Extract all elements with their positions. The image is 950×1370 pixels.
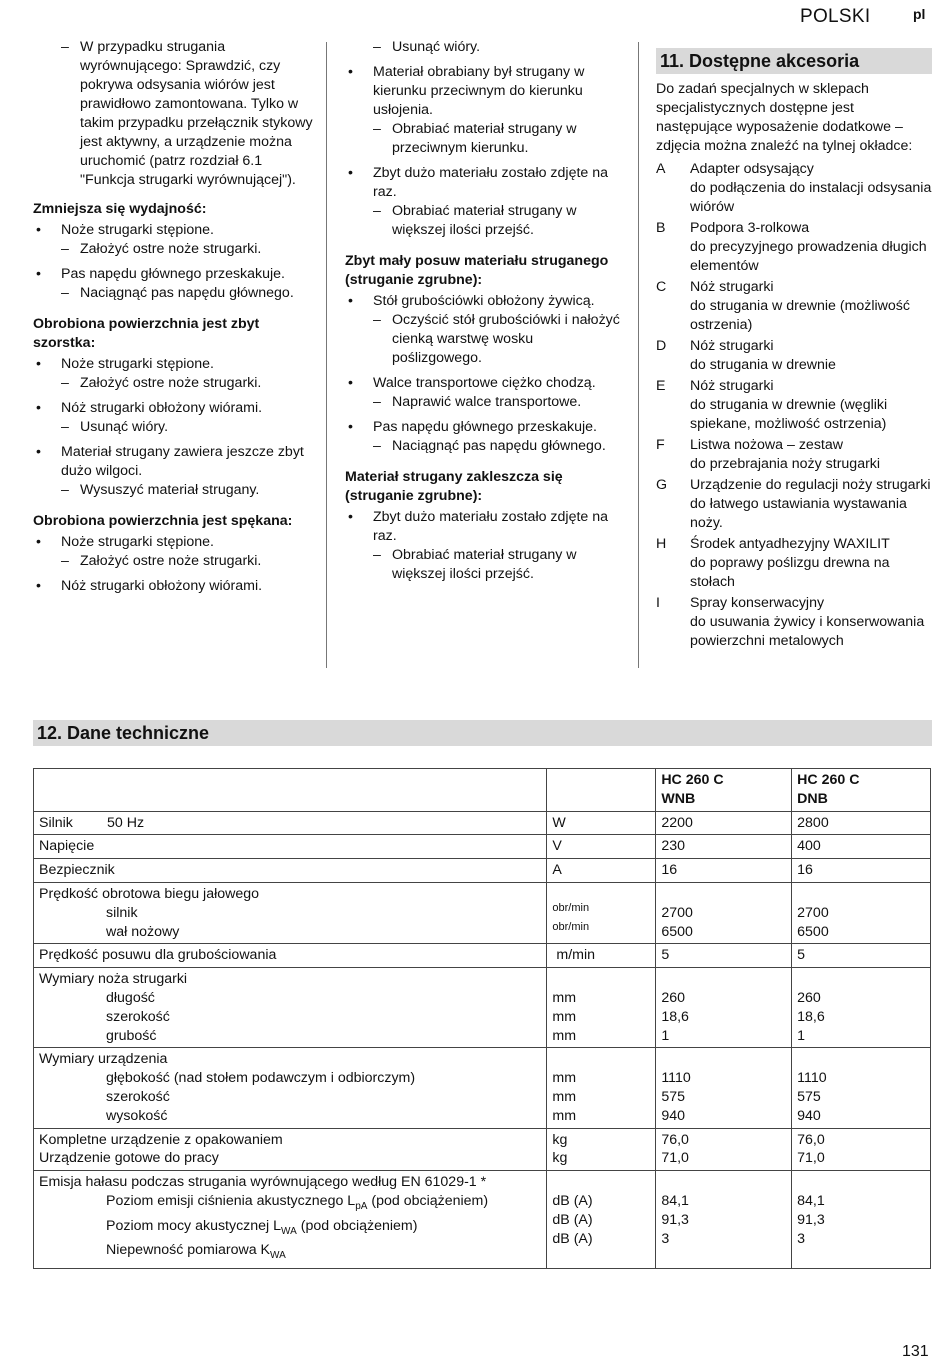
model-header: HC 260 C WNB bbox=[656, 769, 792, 812]
accessory-name: Listwa nożowa – zestaw bbox=[690, 437, 843, 453]
param-label: Silnik 50 Hz bbox=[34, 811, 547, 835]
issue-item bbox=[33, 533, 313, 571]
issue-remedy: – Naprawić walce transportowe. bbox=[345, 393, 625, 412]
table-row bbox=[34, 968, 931, 1048]
table-row bbox=[34, 882, 931, 943]
table-row bbox=[34, 811, 931, 835]
accessory-letter: A bbox=[656, 161, 666, 177]
accessories-intro: Do zadań specjalnych w sklepach specjalistycznych dostępne jest następujące wyposażenie dodatkowe – zdjęcia można znaleźć na tylnej okładce: bbox=[656, 81, 913, 154]
accessory-name: Nóż strugarki bbox=[690, 338, 774, 354]
param-label: Emisja hałasu podczas strugania wyrównującego według EN 61029-1 * Poziom emisji ciśnienia akustycznego $L_{pA}$ (pod obciążeniem) Poziom mocy akustycznej $L_{WA}$ (pod obciążeniem) Niepewność pomiarowa $K_{WA}$ bbox=[34, 1171, 547, 1269]
param-value: 2700 6500 bbox=[792, 882, 931, 943]
accessory-desc: do przebrajania noży strugarki bbox=[690, 456, 881, 472]
accessory-item bbox=[656, 377, 932, 434]
issue-cause: • Materiał obrabiany był strugany w kierunku przeciwnym do kierunku usłojenia. bbox=[345, 63, 625, 120]
table-row bbox=[34, 859, 931, 883]
model-header: HC 260 C DNB bbox=[792, 769, 931, 812]
issue-cause: • Nóż strugarki obłożony wiórami. bbox=[33, 577, 313, 596]
table-row bbox=[34, 769, 931, 812]
param-label: Wymiary noża strugarki długość szerokość grubość bbox=[34, 968, 547, 1048]
table-row bbox=[34, 1128, 931, 1171]
accessory-letter: C bbox=[656, 279, 667, 295]
param-unit: obr/min obr/min bbox=[547, 882, 656, 943]
col2-intro: – Usunąć wióry. bbox=[345, 38, 625, 57]
param-value: 5 bbox=[656, 944, 792, 968]
param-value: 1110 575 940 bbox=[792, 1048, 931, 1128]
param-value: 400 bbox=[792, 835, 931, 859]
tech-data-title: 12. Dane techniczne bbox=[33, 720, 932, 746]
header-language: POLSKI bbox=[800, 6, 871, 27]
param-value: 84,1 91,3 3 bbox=[656, 1171, 792, 1269]
param-label: Wymiary urządzenia głębokość (nad stołem podawczym i odbiorczym) szerokość wysokość bbox=[34, 1048, 547, 1128]
issue-item bbox=[33, 399, 313, 437]
issue-remedy: – Obrabiać materiał strugany w większej ilości przejść. bbox=[345, 202, 625, 240]
issue-cause: • Walce transportowe ciężko chodzą. bbox=[345, 374, 625, 393]
section-heading: Obrobiona powierzchnia jest zbyt szorstka: bbox=[33, 316, 260, 351]
accessory-name: Nóż strugarki bbox=[690, 378, 774, 394]
param-value: 1110 575 940 bbox=[656, 1048, 792, 1128]
accessory-desc: do usuwania żywicy i konserwowania powierzchni metalowych bbox=[690, 614, 925, 649]
accessory-desc: do podłączenia do instalacji odsysania wiórów bbox=[690, 180, 932, 215]
param-value: 2200 bbox=[656, 811, 792, 835]
accessory-letter: B bbox=[656, 220, 666, 236]
issue-item bbox=[33, 355, 313, 393]
issue-cause: • Noże strugarki stępione. bbox=[33, 221, 313, 240]
issue-remedy: – Obrabiać materiał strugany w większej ilości przejść. bbox=[345, 546, 625, 584]
accessory-name: Adapter odsysający bbox=[690, 161, 814, 177]
accessory-name: Urządzenie do regulacji noży strugarki bbox=[690, 477, 931, 493]
accessory-item bbox=[656, 594, 932, 651]
issue-item bbox=[33, 265, 313, 303]
accessory-name: Podpora 3-rolkowa bbox=[690, 220, 810, 236]
param-unit: dB (A) dB (A) dB (A) bbox=[547, 1171, 656, 1269]
param-unit: kg kg bbox=[547, 1128, 656, 1171]
issue-item bbox=[33, 577, 313, 596]
issue-item bbox=[33, 443, 313, 500]
issue-remedy: – Oczyścić stół grubościówki i nałożyć cienką warstwę wosku poślizgowego. bbox=[345, 311, 625, 368]
accessory-desc: do strugania w drewnie (możliwość ostrzenia) bbox=[690, 298, 910, 333]
param-label: Prędkość obrotowa biegu jałowego silnik wał nożowy bbox=[34, 882, 547, 943]
tech-data-table bbox=[33, 768, 931, 1269]
accessories-title: 11. Dostępne akcesoria bbox=[656, 48, 932, 74]
issue-cause: • Nóż strugarki obłożony wiórami. bbox=[33, 399, 313, 418]
param-unit: m/min bbox=[547, 944, 656, 968]
issue-item bbox=[345, 508, 625, 584]
param-value: 5 bbox=[792, 944, 931, 968]
accessory-item bbox=[656, 436, 932, 474]
accessory-letter: E bbox=[656, 378, 666, 394]
param-value: 2700 6500 bbox=[656, 882, 792, 943]
troubleshooting-column-1 bbox=[33, 38, 313, 602]
issue-item bbox=[345, 63, 625, 158]
param-unit: mm mm mm bbox=[547, 968, 656, 1048]
accessory-name: Spray konserwacyjny bbox=[690, 595, 825, 611]
param-label: Bezpiecznik bbox=[34, 859, 547, 883]
section-heading: Zmniejsza się wydajność: bbox=[33, 201, 207, 217]
param-unit: mm mm mm bbox=[547, 1048, 656, 1128]
table-row bbox=[34, 835, 931, 859]
issue-cause: • Materiał strugany zawiera jeszcze zbyt dużo wilgoci. bbox=[33, 443, 313, 481]
accessory-desc: do poprawy poślizgu drewna na stołach bbox=[690, 555, 890, 590]
issue-remedy: – Założyć ostre noże strugarki. bbox=[33, 240, 313, 259]
issue-cause: • Pas napędu głównego przeskakuje. bbox=[33, 265, 313, 284]
page-number: 131 bbox=[902, 1343, 929, 1360]
accessory-item bbox=[656, 535, 932, 592]
issue-cause: • Pas napędu głównego przeskakuje. bbox=[345, 418, 625, 437]
param-unit: V bbox=[547, 835, 656, 859]
accessory-letter: D bbox=[656, 338, 667, 354]
accessory-item bbox=[656, 337, 932, 375]
issue-cause: • Noże strugarki stępione. bbox=[33, 355, 313, 374]
param-value: 76,0 71,0 bbox=[656, 1128, 792, 1171]
issue-cause: • Zbyt dużo materiału zostało zdjęte na raz. bbox=[345, 164, 625, 202]
issue-cause: • Stół grubościówki obłożony żywicą. bbox=[345, 292, 625, 311]
param-label: Napięcie bbox=[34, 835, 547, 859]
accessory-item bbox=[656, 160, 932, 217]
accessory-item bbox=[656, 278, 932, 335]
accessory-desc: do precyzyjnego prowadzenia długich elementów bbox=[690, 239, 927, 274]
param-value: 260 18,6 1 bbox=[792, 968, 931, 1048]
issue-item bbox=[345, 164, 625, 240]
column-divider bbox=[638, 42, 639, 668]
param-value: 260 18,6 1 bbox=[656, 968, 792, 1048]
issue-remedy: – Usunąć wióry. bbox=[33, 418, 313, 437]
issue-item bbox=[345, 292, 625, 368]
accessory-item bbox=[656, 476, 932, 533]
header-language-code: pl bbox=[913, 6, 926, 22]
issue-item bbox=[345, 418, 625, 456]
param-value: 2800 bbox=[792, 811, 931, 835]
section-heading: Obrobiona powierzchnia jest spękana: bbox=[33, 513, 293, 529]
issue-remedy: – Wysuszyć materiał strugany. bbox=[33, 481, 313, 500]
section-heading: Zbyt mały posuw materiału struganego (struganie zgrubne): bbox=[345, 253, 609, 288]
accessory-item bbox=[656, 219, 932, 276]
issue-item bbox=[345, 374, 625, 412]
troubleshooting-column-2 bbox=[345, 38, 625, 590]
param-unit: W bbox=[547, 811, 656, 835]
param-value: 16 bbox=[656, 859, 792, 883]
accessory-letter: H bbox=[656, 536, 667, 552]
column-divider bbox=[326, 42, 327, 668]
param-unit: A bbox=[547, 859, 656, 883]
table-row bbox=[34, 1171, 931, 1269]
accessories-column bbox=[656, 38, 932, 653]
issue-remedy: – Założyć ostre noże strugarki. bbox=[33, 552, 313, 571]
accessory-desc: do strugania w drewnie bbox=[690, 357, 836, 373]
param-value: 84,1 91,3 3 bbox=[792, 1171, 931, 1269]
issue-cause: • Noże strugarki stępione. bbox=[33, 533, 313, 552]
param-label: Prędkość posuwu dla grubościowania bbox=[34, 944, 547, 968]
accessory-name: Nóż strugarki bbox=[690, 279, 774, 295]
accessory-letter: G bbox=[656, 477, 668, 493]
table-row bbox=[34, 944, 931, 968]
issue-remedy: – Założyć ostre noże strugarki. bbox=[33, 374, 313, 393]
accessory-letter: I bbox=[656, 595, 660, 611]
accessory-desc: do strugania w drewnie (węgliki spiekane, możliwość ostrzenia) bbox=[690, 397, 888, 432]
accessory-desc: do łatwego ustawiania wystawania noży. bbox=[690, 496, 907, 531]
issue-cause: • Zbyt dużo materiału zostało zdjęte na raz. bbox=[345, 508, 625, 546]
issue-item bbox=[33, 221, 313, 259]
col1-intro: – W przypadku strugania wyrównującego: Sprawdzić, czy pokrywa odsysania wiórów jest prawidłowo zamontowana. Tylko w takim przypadku przełącznik stykowy jest aktywny, a urządzenie można uruchomić (patrz rozdział 6.1 "Funkcja strugarki wyrównującej"). bbox=[33, 38, 313, 190]
param-value: 16 bbox=[792, 859, 931, 883]
param-label: Kompletne urządzenie z opakowaniem Urządzenie gotowe do pracy bbox=[34, 1128, 547, 1171]
accessory-letter: F bbox=[656, 437, 665, 453]
issue-remedy: – Naciągnąć pas napędu głównego. bbox=[345, 437, 625, 456]
param-value: 230 bbox=[656, 835, 792, 859]
table-row bbox=[34, 1048, 931, 1128]
issue-remedy: – Obrabiać materiał strugany w przeciwnym kierunku. bbox=[345, 120, 625, 158]
section-heading: Materiał strugany zakleszcza się (struganie zgrubne): bbox=[345, 469, 563, 504]
accessory-name: Środek antyadhezyjny WAXILIT bbox=[690, 536, 890, 552]
issue-remedy: – Naciągnąć pas napędu głównego. bbox=[33, 284, 313, 303]
param-value: 76,0 71,0 bbox=[792, 1128, 931, 1171]
